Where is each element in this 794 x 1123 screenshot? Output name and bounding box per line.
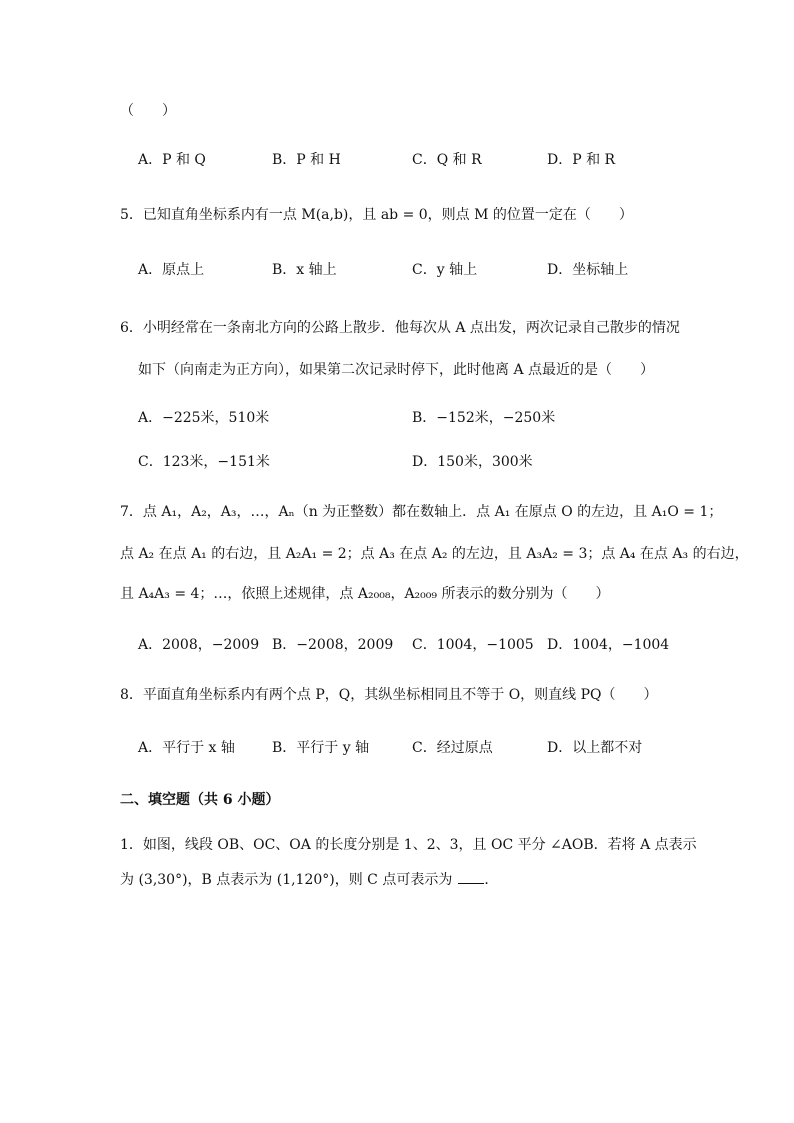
- q6-option-a[interactable]: A．−225米，510米: [138, 410, 270, 426]
- q7-stem-line2: 点 A₂ 在点 A₁ 的右边，且 A₂A₁ = 2；点 A₃ 在点 A₂ 的左边，且 A₃A₂ = 3；点 A₄ 在点 A₃ 的右边，: [120, 546, 749, 562]
- q5-option-d[interactable]: D．坐标轴上: [547, 262, 629, 278]
- fill1-stem-line2-text: 为 (3,30°)，B 点表示为 (1,120°)，则 C 点可表示为: [120, 872, 453, 888]
- q4-option-d[interactable]: D．P 和 R: [547, 152, 616, 168]
- q7-stem-line3: 且 A₄A₃ = 4；…，依照上述规律，点 A₂₀₀₈，A₂₀₀₉ 所表示的数分别为（ ）: [120, 586, 610, 602]
- section-heading: 二、填空题（共 6 小题）: [120, 792, 280, 808]
- q5-option-c[interactable]: C．y 轴上: [412, 262, 478, 278]
- q7-option-b[interactable]: B．−2008，2009: [272, 637, 394, 653]
- q6-stem-line2: 如下（向南走为正方向），如果第二次记录时停下，此时他离 A 点最近的是（ ）: [138, 362, 655, 378]
- q5-option-b[interactable]: B．x 轴上: [272, 262, 337, 278]
- fill1-stem-line1: 1．如图，线段 OB、OC、OA 的长度分别是 1、2、3，且 OC 平分 ∠AOB．若将 A 点表示: [120, 837, 697, 853]
- q7-stem-line1: 7．点 A₁，A₂，A₃，…，Aₙ（n 为正整数）都在数轴上．点 A₁ 在原点 O 的左边，且 A₁O = 1；: [120, 504, 723, 520]
- q6-option-d[interactable]: D．150米，300米: [412, 454, 533, 470]
- period: ．: [484, 872, 499, 888]
- q7-option-d[interactable]: D．1004，−1004: [547, 637, 670, 653]
- q4-option-a[interactable]: A．P 和 Q: [138, 152, 206, 168]
- fill1-stem-line2: [120, 870, 498, 890]
- q7-option-a[interactable]: A．2008，−2009: [138, 637, 260, 653]
- q4-option-c[interactable]: C．Q 和 R: [412, 152, 482, 168]
- q6-stem-line1: 6．小明经常在一条南北方向的公路上散步．他每次从 A 点出发，两次记录自己散步的情况: [120, 320, 680, 336]
- q6-option-c[interactable]: C．123米，−151米: [138, 454, 270, 470]
- q8-option-c[interactable]: C．经过原点: [412, 740, 493, 756]
- q6-option-b[interactable]: B．−152米，−250米: [412, 410, 556, 426]
- q8-stem: 8．平面直角坐标系内有两个点 P，Q，其纵坐标相同且不等于 O，则直线 PQ（ ）: [120, 687, 658, 703]
- q8-option-d[interactable]: D．以上都不对: [547, 740, 643, 756]
- q4-option-b[interactable]: B．P 和 H: [272, 152, 341, 168]
- q7-option-c[interactable]: C．1004，−1005: [412, 637, 534, 653]
- q5-stem: 5．已知直角坐标系内有一点 M(a,b)，且 ab = 0，则点 M 的位置一定在（ ）: [120, 207, 633, 223]
- q8-option-b[interactable]: B．平行于 y 轴: [272, 740, 370, 756]
- q8-option-a[interactable]: A．平行于 x 轴: [138, 740, 235, 756]
- previous-question-tail: （ ）: [120, 103, 176, 119]
- answer-blank[interactable]: [458, 871, 484, 884]
- q5-option-a[interactable]: A．原点上: [138, 262, 205, 278]
